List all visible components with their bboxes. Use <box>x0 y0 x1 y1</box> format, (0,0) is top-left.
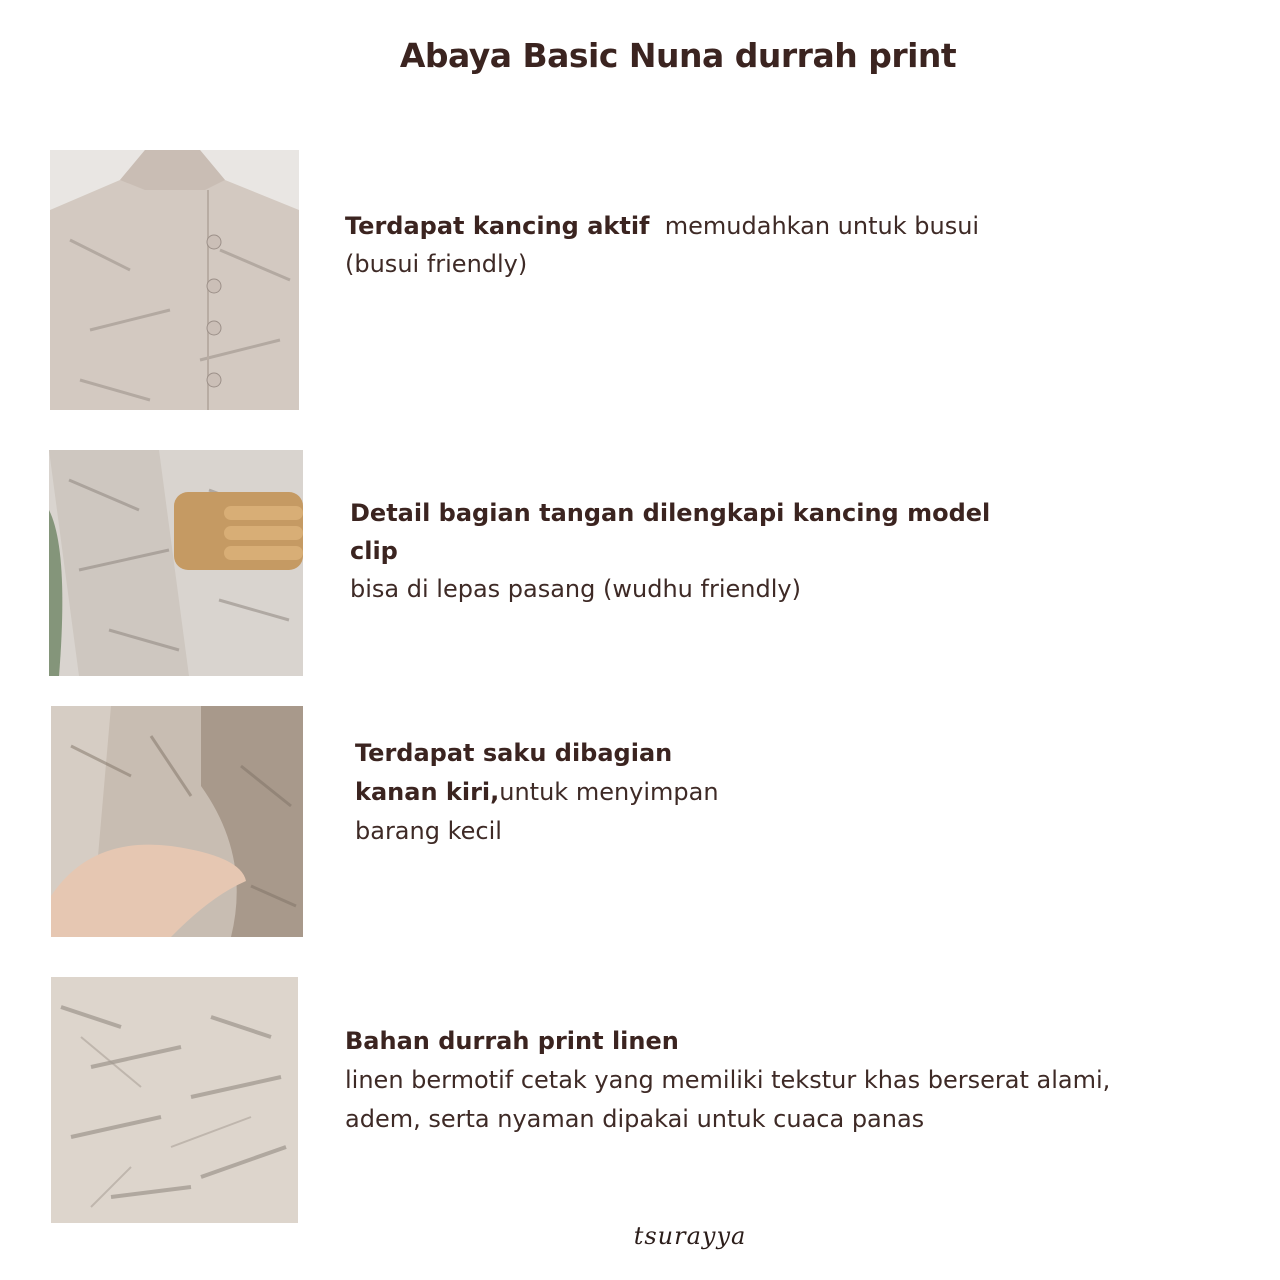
feature-1-description <box>345 207 1045 283</box>
feature-4-text-line1: linen bermotif cetak yang memiliki tekstur khas berserat alami, <box>345 1066 1111 1094</box>
abaya-pocket-photo <box>51 706 303 937</box>
feature-3-heading-line2: kanan kiri, <box>355 778 500 806</box>
feature-4-text-line2: adem, serta nyaman dipakai untuk cuaca panas <box>345 1105 925 1133</box>
feature-1-heading: Terdapat kancing aktif <box>345 212 650 240</box>
abaya-sleeve-clip-photo <box>49 450 303 676</box>
feature-3-description <box>355 734 855 851</box>
feature-2-heading-line2: clip <box>350 537 398 565</box>
feature-4-heading: Bahan durrah print linen <box>345 1027 679 1055</box>
feature-3-heading-line1: Terdapat saku dibagian <box>355 739 673 767</box>
page-title: Abaya Basic Nuna durrah print <box>399 36 957 75</box>
brand-logo: tsurayya <box>633 1222 747 1250</box>
feature-2-text: bisa di lepas pasang (wudhu friendly) <box>350 575 801 603</box>
feature-2-heading-line1: Detail bagian tangan dilengkapi kancing model <box>350 499 991 527</box>
feature-4-description <box>345 1022 1245 1139</box>
feature-3-text-line1: untuk menyimpan <box>499 778 719 806</box>
feature-1-text: memudahkan untuk busui (busui friendly) <box>345 212 980 278</box>
feature-3-text-line2: barang kecil <box>355 817 502 845</box>
feature-2-description <box>350 494 1050 608</box>
linen-fabric-photo <box>51 977 298 1223</box>
abaya-buttons-photo <box>50 150 299 410</box>
